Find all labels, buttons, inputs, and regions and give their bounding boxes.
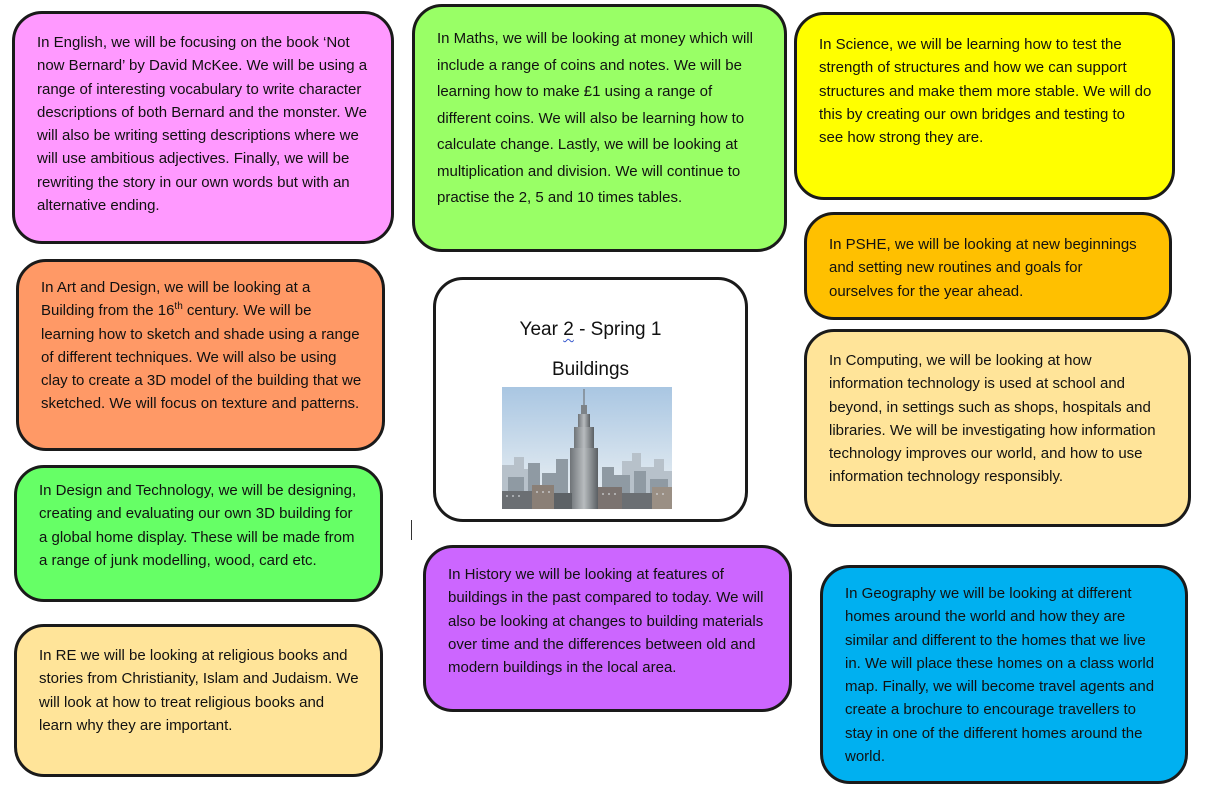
pshe-card (804, 212, 1172, 320)
maths-card (412, 4, 787, 252)
topic-centre-card (433, 277, 748, 522)
title-term: - Spring 1 (573, 319, 662, 340)
english-text: In English, we will be focusing on the book ‘Not now Bernard’ by David McKee. We will be using a range of interesting vocabulary to write character descriptions of both Bernard and the monster. We will also be writing setting descriptions where we will use ambitious adjectives. Finally, we will be rewriting the story in our own words but with an alternative ending. (37, 34, 368, 215)
geography-text: In Geography we will be looking at different homes around the world and how they are similar and different to the homes that we live in. We will place these homes on a class world map. Finally, we will become travel agents and create a brochure to encourage travellers to stay in one of the different homes around the world. (845, 585, 1155, 766)
city-skyline-image (502, 387, 672, 509)
science-card (794, 12, 1175, 200)
computing-card (804, 329, 1191, 527)
maths-text: In Maths, we will be looking at money which will include a range of coins and notes. We will be learning how to make £1 using a range of different coins. We will also be learning how to calculate change. Lastly, we will be looking at multiplication and division. We will continue to practise the 2, 5 and 10 times tables. (437, 30, 753, 206)
science-text: In Science, we will be learning how to test the strength of structures and how we can support structures and make them more stable. We will do this by creating our own bridges and testing to see how strong they are. (819, 36, 1152, 147)
computing-text: In Computing, we will be looking at how information technology is used at school and beyond, in settings such as shops, hospitals and libraries. We will be investigating how information technology improves our world, and how to use information technology responsibly. (829, 352, 1156, 486)
english-card (12, 11, 394, 244)
title-number: 2 (563, 319, 574, 340)
art-text-after: century. We will be learning how to sketch and shade using a range of different techniques. We will also be using clay to create a 3D model of the building that we sketched. We will focus on texture and patterns. (41, 302, 362, 413)
art-superscript: th (174, 301, 183, 313)
design-technology-card (14, 465, 383, 602)
topic-subtitle: Buildings (551, 359, 630, 380)
art-design-card (16, 259, 385, 451)
topic-title (436, 318, 745, 342)
design-technology-text: In Design and Technology, we will be designing, creating and evaluating our own 3D building for a global home display. These will be made from a range of junk modelling, wood, card etc. (39, 482, 357, 569)
re-card (14, 624, 383, 777)
text-cursor (411, 520, 412, 540)
geography-card (820, 565, 1188, 784)
history-card (423, 545, 792, 712)
title-year: Year (519, 319, 564, 340)
pshe-text: In PSHE, we will be looking at new beginnings and setting new routines and goals for ourselves for the year ahead. (829, 236, 1137, 300)
re-text: In RE we will be looking at religious books and stories from Christianity, Islam and Judaism. We will look at how to treat religious books and learn why they are important. (39, 647, 359, 734)
art-design-text (41, 276, 362, 416)
history-text: In History we will be looking at features of buildings in the past compared to today. We will also be looking at changes to building materials over time and the differences between old and modern buildings in the local area. (448, 566, 764, 677)
art-text-before: In Art and Design, we will be looking at a Building from the 16 (41, 279, 311, 320)
